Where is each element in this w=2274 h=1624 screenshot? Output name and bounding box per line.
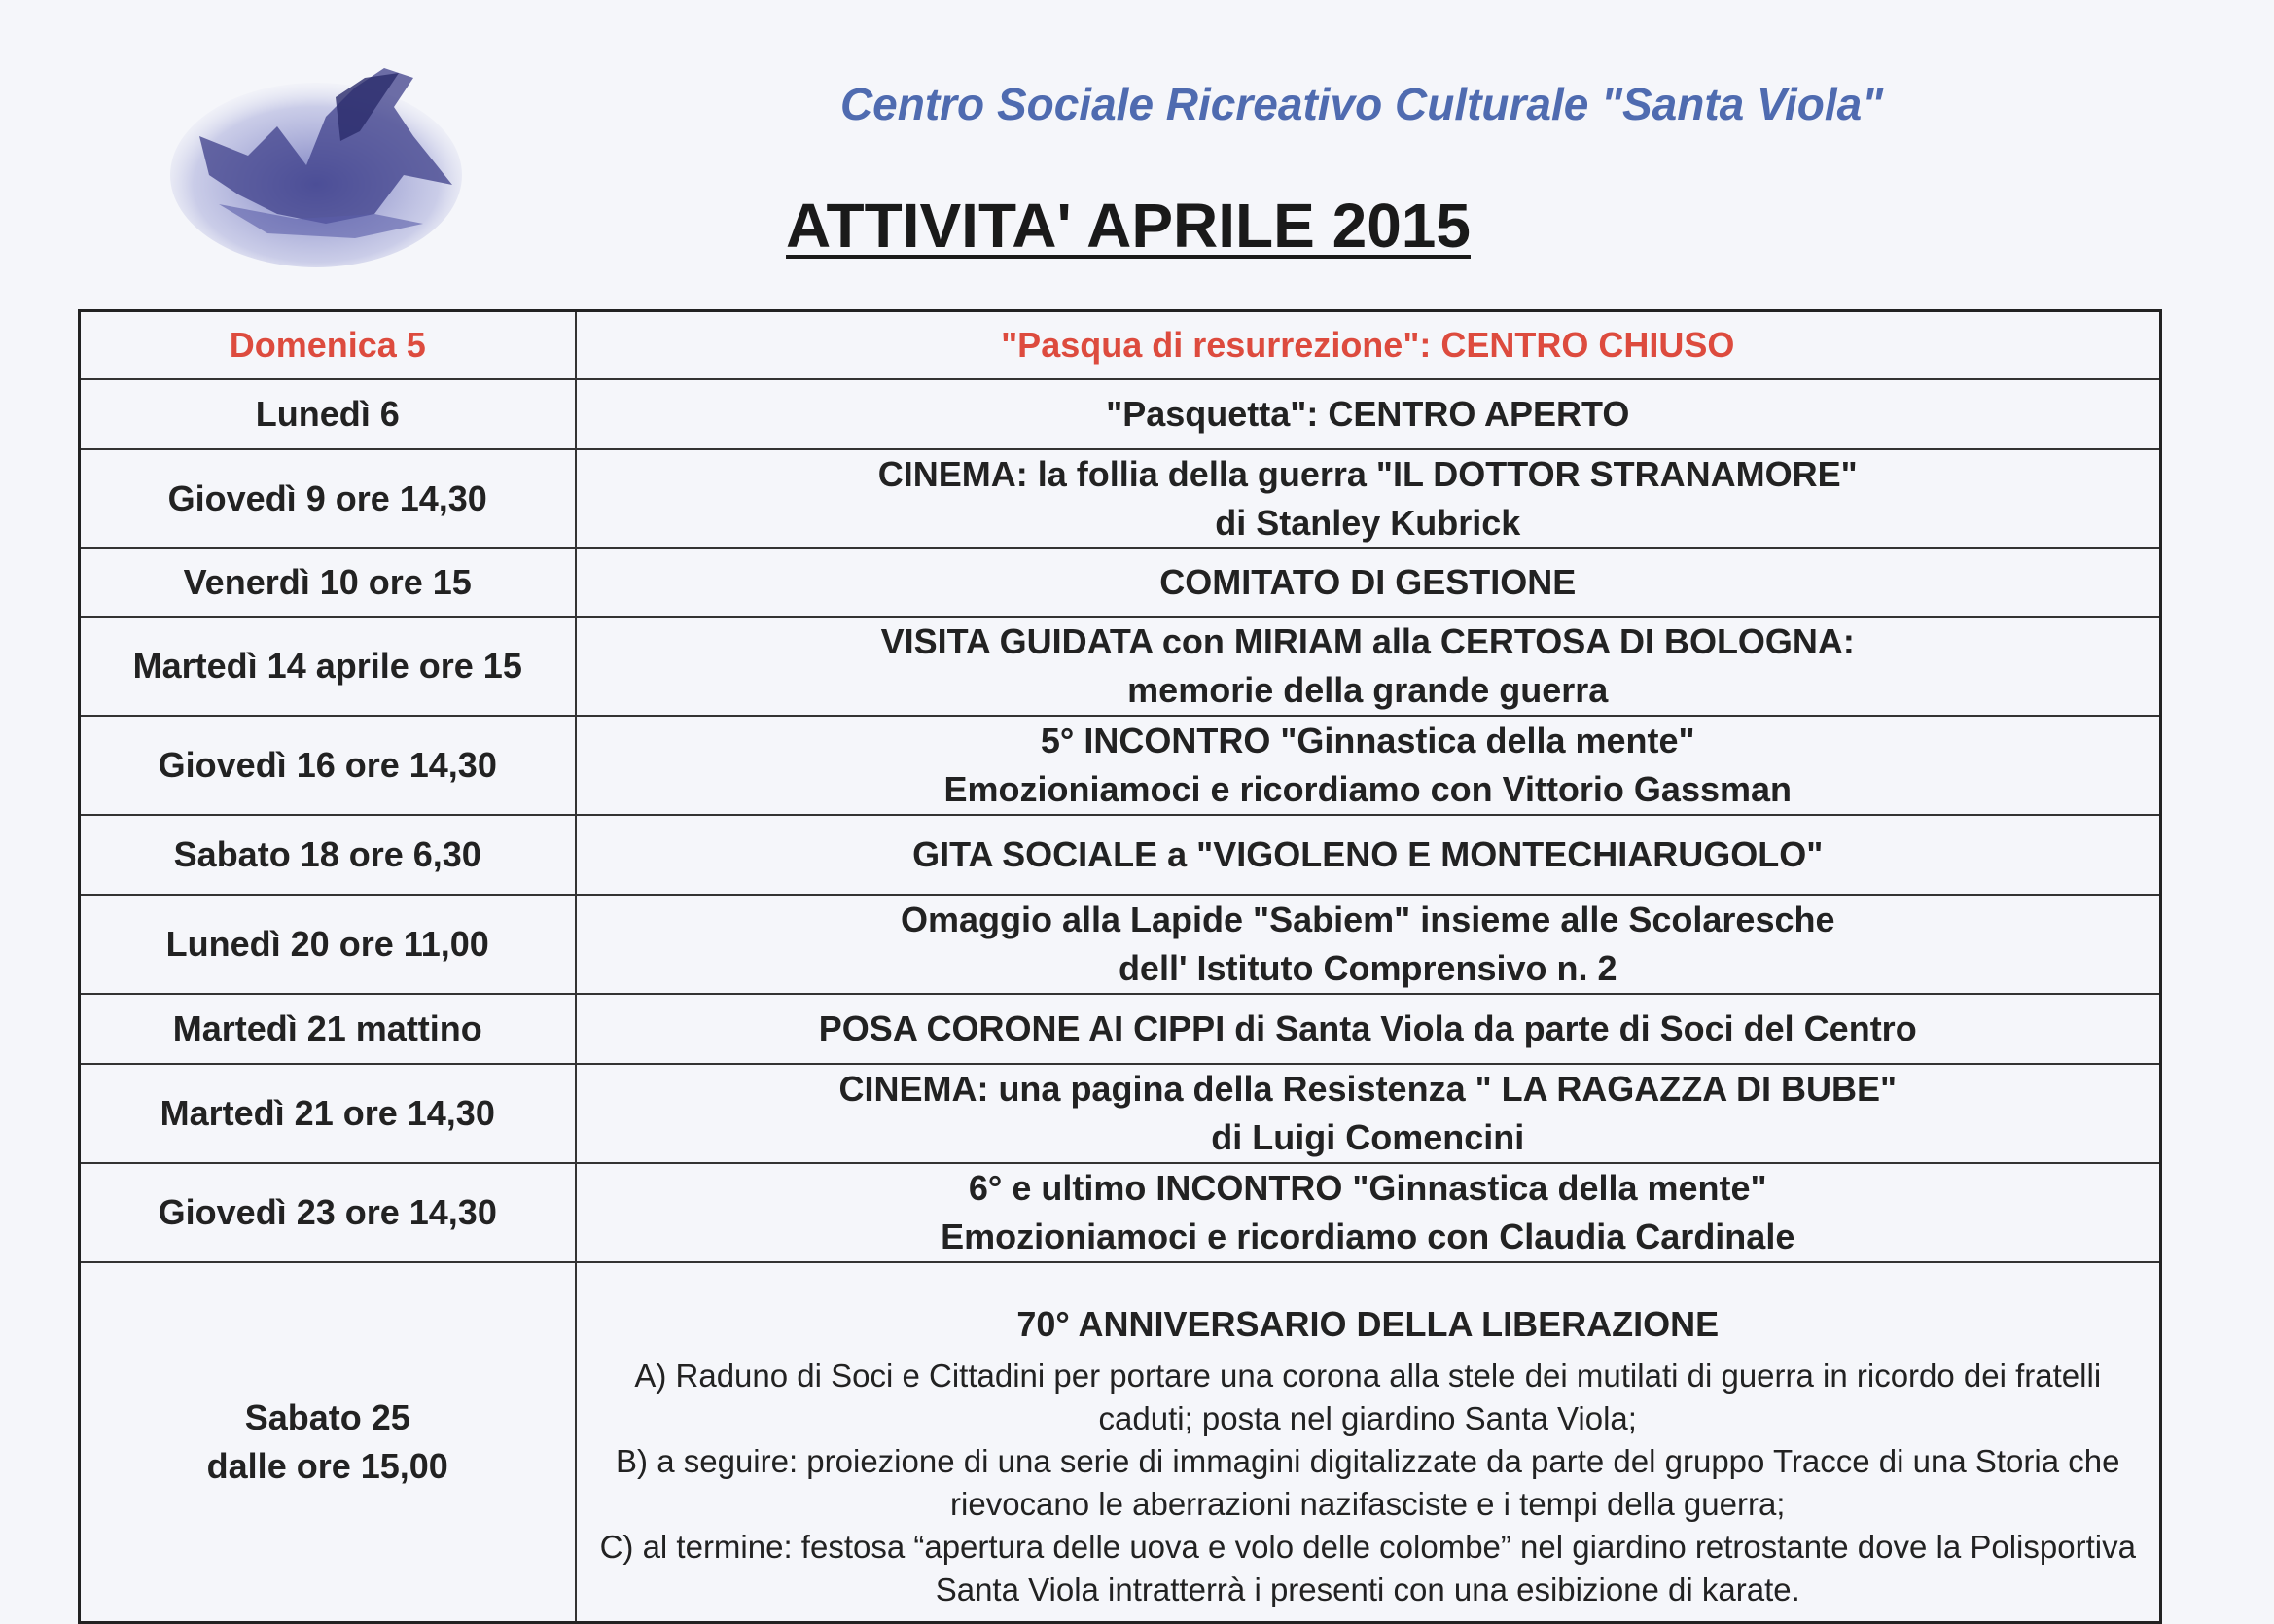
- table-row: [80, 1262, 2161, 1623]
- event-line: 5° INCONTRO "Ginnastica della mente": [1040, 720, 1695, 760]
- table-row: [80, 311, 2161, 379]
- event-line: COMITATO DI GESTIONE: [1159, 561, 1577, 602]
- event-cell: [576, 1064, 2161, 1163]
- event-cell: [576, 895, 2161, 994]
- event-line: "Pasquetta": CENTRO APERTO: [1106, 393, 1630, 434]
- day-cell: Venerdì 10 ore 15: [80, 548, 576, 617]
- event-line: POSA CORONE AI CIPPI di Santa Viola da parte di Soci del Centro: [818, 1007, 1917, 1048]
- event-line: di Luigi Comencini: [1211, 1116, 1525, 1157]
- event-line: dell' Istituto Comprensivo n. 2: [1118, 947, 1617, 988]
- event-cell: [576, 379, 2161, 449]
- event-cell: [576, 815, 2161, 895]
- event-line: CINEMA: la follia della guerra "IL DOTTOR STRANAMORE": [877, 453, 1858, 494]
- day-cell: Domenica 5: [80, 311, 576, 379]
- event-cell: [576, 716, 2161, 815]
- table-row: [80, 379, 2161, 449]
- day-cell: Martedì 21 mattino: [80, 994, 576, 1064]
- table-row: [80, 716, 2161, 815]
- event-line: "Pasqua di resurrezione": CENTRO CHIUSO: [1001, 324, 1735, 365]
- day-cell: Lunedì 6: [80, 379, 576, 449]
- day-cell: Giovedì 16 ore 14,30: [80, 716, 576, 815]
- anniversary-item: B) a seguire: proiezione di una serie di immagini digitalizzate da parte del gruppo Tracce di una Storia che rievocano le aberrazioni nazifasciste e i tempi della guerra;: [616, 1442, 2120, 1522]
- event-cell: [576, 548, 2161, 617]
- event-line: di Stanley Kubrick: [1215, 502, 1521, 543]
- table-row: [80, 815, 2161, 895]
- table-row: [80, 449, 2161, 548]
- day-cell: Lunedì 20 ore 11,00: [80, 895, 576, 994]
- event-cell: [576, 449, 2161, 548]
- event-line: memorie della grande guerra: [1127, 669, 1609, 710]
- event-line: VISITA GUIDATA con MIRIAM alla CERTOSA DI BOLOGNA:: [880, 620, 1855, 661]
- event-cell: [576, 1262, 2161, 1623]
- table-row: [80, 895, 2161, 994]
- event-line: Emozioniamoci e ricordiamo con Claudia Cardinale: [941, 1216, 1795, 1256]
- event-line: Omaggio alla Lapide "Sabiem" insieme alle Scolaresche: [900, 899, 1835, 939]
- anniversary-item: C) al termine: festosa “apertura delle uova e volo delle colombe” nel giardino retrostante dove la Polisportiva Santa Viola intratterrà i presenti con una esibizione di karate.: [599, 1528, 2136, 1607]
- event-cell: [576, 994, 2161, 1064]
- day-cell: [80, 1262, 576, 1623]
- day-cell: Giovedì 23 ore 14,30: [80, 1163, 576, 1262]
- organization-title: Centro Sociale Ricreativo Culturale "Santa Viola": [839, 79, 1884, 129]
- day-cell: Sabato 18 ore 6,30: [80, 815, 576, 895]
- activities-table: [78, 309, 2162, 1624]
- table-row: [80, 617, 2161, 716]
- day-cell: Martedì 21 ore 14,30: [80, 1064, 576, 1163]
- page-title: ATTIVITA' APRILE 2015: [786, 191, 1471, 261]
- day-cell: Giovedì 9 ore 14,30: [80, 449, 576, 548]
- day-cell: Martedì 14 aprile ore 15: [80, 617, 576, 716]
- event-cell: [576, 311, 2161, 379]
- anniversary-title: 70° ANNIVERSARIO DELLA LIBERAZIONE: [1016, 1303, 1720, 1344]
- event-line: CINEMA: una pagina della Resistenza " LA RAGAZZA DI BUBE": [838, 1068, 1898, 1109]
- event-cell: [576, 617, 2161, 716]
- day-line: Sabato 25: [244, 1396, 410, 1437]
- anniversary-item: A) Raduno di Soci e Cittadini per portare una corona alla stele dei mutilati di guerra in ricordo dei fratelli caduti; posta nel giardino Santa Viola;: [634, 1357, 2102, 1436]
- sculpture-logo-icon: [160, 49, 472, 272]
- event-line: GITA SOCIALE a "VIGOLENO E MONTECHIARUGOLO": [912, 833, 1824, 874]
- event-line: 6° e ultimo INCONTRO "Ginnastica della mente": [968, 1167, 1767, 1208]
- event-cell: [576, 1163, 2161, 1262]
- table-row: [80, 994, 2161, 1064]
- table-row: [80, 548, 2161, 617]
- table-row: [80, 1064, 2161, 1163]
- event-line: Emozioniamoci e ricordiamo con Vittorio Gassman: [943, 768, 1793, 809]
- day-line: dalle ore 15,00: [206, 1445, 448, 1486]
- table-row: [80, 1163, 2161, 1262]
